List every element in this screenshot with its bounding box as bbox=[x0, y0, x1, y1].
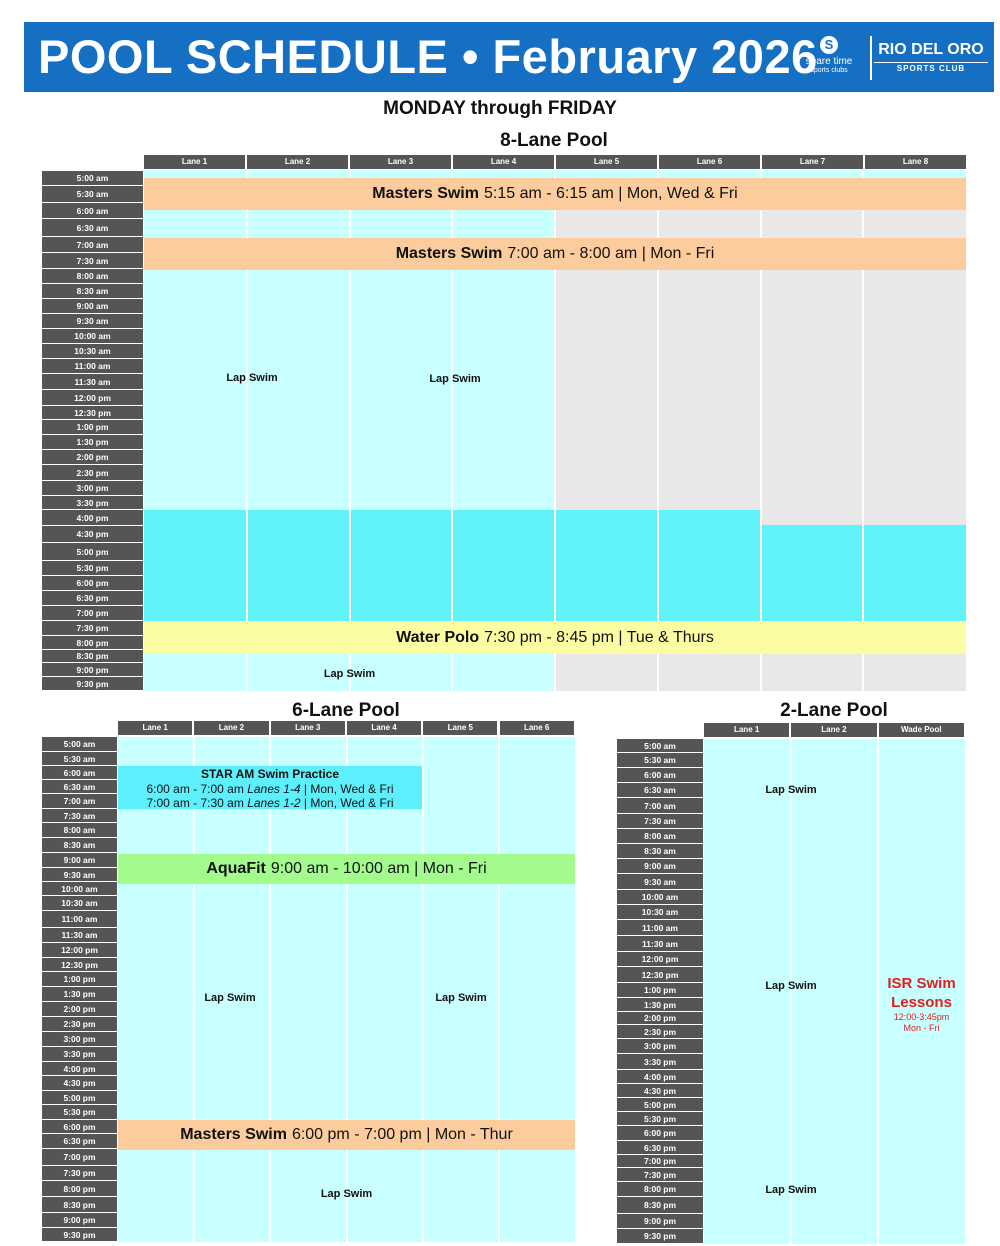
time-slot: 7:00 pm bbox=[42, 606, 143, 621]
pool6-title: 6-Lane Pool bbox=[292, 700, 400, 721]
event-name: STAR AM Swim Practice bbox=[200, 767, 340, 781]
time-slot: 9:30 am bbox=[42, 868, 117, 882]
pool6-lap-swim-label: Lap Swim bbox=[435, 992, 487, 1004]
event-detail-line2 bbox=[118, 796, 422, 811]
lane-header: Lane 6 bbox=[659, 155, 762, 169]
time-slot: 7:30 am bbox=[617, 814, 703, 829]
event-detail: 7:30 pm - 8:45 pm | Tue & Thurs bbox=[484, 628, 714, 646]
pool8-lap-swim-label: Lap Swim bbox=[323, 668, 376, 680]
rio-del-oro-logo-line2: SPORTS CLUB bbox=[896, 64, 966, 73]
event-name: Masters Swim bbox=[395, 245, 503, 262]
time-slot: 6:30 pm bbox=[617, 1141, 703, 1155]
time-slot: 3:30 pm bbox=[42, 1047, 117, 1062]
time-slot: 11:00 am bbox=[617, 920, 703, 936]
time-slot: 9:00 pm bbox=[42, 1213, 117, 1228]
time-slot: 7:30 pm bbox=[42, 621, 143, 636]
lane-divider bbox=[346, 737, 348, 1242]
lane-header: Lane 3 bbox=[271, 721, 347, 735]
time-slot: 1:00 pm bbox=[42, 420, 143, 435]
time-slot: 3:00 pm bbox=[42, 1032, 117, 1047]
event-days: | Mon, Wed & Fri bbox=[303, 781, 394, 796]
time-slot: 2:30 pm bbox=[42, 1017, 117, 1032]
time-slot: 9:00 pm bbox=[42, 663, 143, 677]
event-detail: 9:00 am - 10:00 am | Mon - Fri bbox=[270, 860, 487, 877]
time-slot: 11:00 am bbox=[42, 911, 117, 928]
time-slot: 8:30 am bbox=[617, 844, 703, 859]
lane-header: Lane 3 bbox=[350, 155, 453, 169]
time-slot: 12:00 pm bbox=[42, 943, 117, 958]
pool6-lap-swim-label: Lap Swim bbox=[204, 992, 256, 1004]
pool2-lap-swim-label: Lap Swim bbox=[765, 784, 817, 796]
pool8-title: 8-Lane Pool bbox=[500, 130, 608, 151]
lane-header: Lane 5 bbox=[556, 155, 659, 169]
time-slot: 7:30 pm bbox=[42, 1166, 117, 1181]
time-slot: 5:30 am bbox=[617, 753, 703, 768]
pool6-lap-swim-label: Lap Swim bbox=[320, 1188, 373, 1200]
time-slot: 12:30 pm bbox=[42, 406, 143, 420]
event-time: 6:00 am - 7:00 am bbox=[146, 781, 244, 796]
time-slot: 1:30 pm bbox=[42, 435, 143, 450]
time-slot: 10:00 am bbox=[617, 890, 703, 905]
time-slot: 8:00 am bbox=[617, 829, 703, 844]
time-slot: 7:00 am bbox=[42, 237, 143, 253]
time-slot: 4:30 pm bbox=[42, 526, 143, 543]
time-slot: 8:30 pm bbox=[42, 1197, 117, 1213]
time-slot: 5:00 am bbox=[42, 171, 143, 186]
event-detail: 5:15 am - 6:15 am | Mon, Wed & Fri bbox=[483, 185, 738, 202]
time-slot: 2:00 pm bbox=[42, 450, 143, 465]
time-slot: 7:00 am bbox=[617, 798, 703, 814]
pool2-lap-swim-label: Lap Swim bbox=[765, 980, 817, 992]
time-slot: 6:30 pm bbox=[42, 591, 143, 606]
time-slot: 5:30 am bbox=[42, 186, 143, 203]
time-slot: 2:00 pm bbox=[42, 1002, 117, 1017]
time-slot: 2:30 pm bbox=[42, 465, 143, 481]
time-slot: 5:00 am bbox=[617, 739, 703, 753]
time-slot: 10:00 am bbox=[42, 882, 117, 896]
lane-header: Lane 4 bbox=[453, 155, 556, 169]
event-detail-line1 bbox=[118, 782, 422, 797]
time-slot: 5:30 pm bbox=[42, 561, 143, 576]
time-slot: 5:00 am bbox=[42, 737, 117, 752]
time-slot: 12:30 pm bbox=[42, 958, 117, 972]
time-slot: 9:30 am bbox=[42, 314, 143, 329]
time-slot: 7:30 am bbox=[42, 253, 143, 269]
time-slot: 5:30 pm bbox=[617, 1112, 703, 1126]
time-slot: 6:00 am bbox=[42, 766, 117, 780]
time-slot: 10:00 am bbox=[42, 329, 143, 344]
time-slot: 5:30 pm bbox=[42, 1105, 117, 1120]
time-slot: 12:00 pm bbox=[42, 390, 143, 406]
time-slot: 5:30 am bbox=[42, 752, 117, 766]
pool6-masters-swim bbox=[118, 1120, 575, 1150]
isr-title-line1: ISR Swim bbox=[887, 975, 956, 992]
time-slot: 7:00 pm bbox=[617, 1155, 703, 1168]
header-banner bbox=[24, 22, 994, 92]
time-slot: 1:00 pm bbox=[617, 983, 703, 998]
time-slot: 9:30 am bbox=[617, 874, 703, 890]
rio-del-oro-logo-line1: RIO DEL ORO bbox=[874, 40, 988, 63]
time-slot: 8:00 pm bbox=[42, 636, 143, 650]
time-slot: 8:00 am bbox=[42, 269, 143, 284]
time-slot: 3:00 pm bbox=[617, 1039, 703, 1054]
time-slot: 6:00 am bbox=[42, 203, 143, 219]
lane-header: Lane 4 bbox=[347, 721, 423, 735]
time-slot: 12:00 pm bbox=[617, 952, 703, 967]
time-slot: 4:30 pm bbox=[42, 1076, 117, 1091]
lane-header: Lane 7 bbox=[762, 155, 865, 169]
event-name: Masters Swim bbox=[372, 185, 479, 202]
logo-divider bbox=[870, 36, 872, 80]
time-slot: 8:30 pm bbox=[42, 650, 143, 663]
time-slot: 8:30 am bbox=[42, 838, 117, 853]
pool8-lap-swim-label: Lap Swim bbox=[226, 372, 278, 384]
time-slot: 8:00 pm bbox=[42, 1181, 117, 1197]
time-slot: 8:30 pm bbox=[617, 1197, 703, 1214]
page-title: POOL SCHEDULE • February 2026 bbox=[38, 30, 818, 83]
time-slot: 6:30 am bbox=[42, 780, 117, 794]
time-slot: 11:00 am bbox=[42, 359, 143, 374]
isr-time: 12:00-3:45pm bbox=[893, 1012, 950, 1022]
spare-time-logo bbox=[794, 36, 864, 75]
time-slot: 9:00 am bbox=[42, 299, 143, 314]
time-slot: 8:00 am bbox=[42, 823, 117, 838]
time-slot: 3:30 pm bbox=[617, 1054, 703, 1070]
event-lanes: Lanes 1-2 bbox=[247, 796, 301, 810]
time-slot: 2:00 pm bbox=[617, 1012, 703, 1025]
time-slot: 9:30 pm bbox=[42, 677, 143, 691]
time-slot: 6:30 am bbox=[42, 219, 143, 237]
time-slot: 2:30 pm bbox=[617, 1025, 703, 1039]
time-slot: 12:30 pm bbox=[617, 967, 703, 983]
time-slot: 6:30 pm bbox=[42, 1134, 117, 1149]
pool8-water-polo bbox=[144, 621, 966, 654]
time-slot: 9:00 am bbox=[42, 853, 117, 868]
time-slot: 1:30 pm bbox=[617, 998, 703, 1012]
time-slot: 11:30 am bbox=[42, 928, 117, 943]
time-slot: 8:00 pm bbox=[617, 1182, 703, 1197]
event-name: AquaFit bbox=[206, 860, 266, 877]
event-lanes: Lanes 1-4 bbox=[247, 781, 301, 796]
isr-title-line2: Lessons bbox=[891, 994, 952, 1011]
rio-del-oro-logo bbox=[874, 40, 988, 75]
lane-header: Lane 5 bbox=[423, 721, 499, 735]
time-slot: 1:00 pm bbox=[42, 972, 117, 987]
spare-time-logo-line2: sports clubs bbox=[810, 67, 848, 74]
time-slot: 9:00 am bbox=[617, 859, 703, 874]
event-name: Water Polo bbox=[396, 628, 480, 646]
time-slot: 4:00 pm bbox=[42, 1062, 117, 1076]
time-slot: 6:00 pm bbox=[42, 576, 143, 591]
isr-days: Mon - Fri bbox=[903, 1023, 940, 1033]
spare-time-logo-line1: spare time bbox=[805, 56, 853, 67]
lane-header: Lane 6 bbox=[500, 721, 576, 735]
time-slot: 10:30 am bbox=[42, 344, 143, 359]
event-detail: 7:00 am - 8:00 am | Mon - Fri bbox=[507, 245, 715, 262]
time-slot: 5:00 pm bbox=[42, 1091, 117, 1105]
event-detail: 6:00 pm - 7:00 pm | Mon - Thur bbox=[291, 1126, 513, 1143]
time-slot: 9:30 pm bbox=[617, 1229, 703, 1244]
time-slot: 7:30 am bbox=[42, 809, 117, 823]
pool2-lap-swim-label: Lap Swim bbox=[765, 1184, 817, 1196]
time-slot: 3:00 pm bbox=[42, 481, 143, 496]
time-slot: 10:30 am bbox=[42, 896, 117, 911]
time-slot: 8:30 am bbox=[42, 284, 143, 299]
time-slot: 10:30 am bbox=[617, 905, 703, 920]
lane-header: Lane 1 bbox=[118, 721, 194, 735]
time-slot: 3:30 pm bbox=[42, 496, 143, 510]
pool8-masters-swim bbox=[144, 238, 966, 270]
time-slot: 7:30 pm bbox=[617, 1168, 703, 1182]
time-slot: 9:30 pm bbox=[42, 1228, 117, 1242]
lane-header: Lane 1 bbox=[144, 155, 247, 169]
time-slot: 1:30 pm bbox=[42, 987, 117, 1002]
pool2-title: 2-Lane Pool bbox=[780, 700, 888, 721]
time-slot: 4:30 pm bbox=[617, 1084, 703, 1098]
time-slot: 5:00 pm bbox=[617, 1098, 703, 1112]
time-slot: 4:00 pm bbox=[42, 510, 143, 526]
time-slot: 6:00 pm bbox=[42, 1120, 117, 1134]
time-slot: 11:30 am bbox=[42, 374, 143, 390]
lane-header: Lane 1 bbox=[704, 723, 791, 737]
time-slot: 7:00 am bbox=[42, 794, 117, 809]
lane-header: Lane 2 bbox=[247, 155, 350, 169]
event-time: 7:00 am - 7:30 am bbox=[146, 796, 244, 810]
lane-header: Lane 2 bbox=[194, 721, 270, 735]
time-slot: 9:00 pm bbox=[617, 1214, 703, 1229]
pool8-lap-swim-label: Lap Swim bbox=[429, 373, 481, 385]
pool8-masters-swim-morning bbox=[144, 178, 966, 210]
pool2-isr-swim-lessons bbox=[878, 974, 965, 1034]
time-slot: 5:00 pm bbox=[42, 543, 143, 561]
lane-header: Wade Pool bbox=[879, 723, 966, 737]
spare-time-logo-icon: S bbox=[820, 36, 838, 54]
time-slot: 7:00 pm bbox=[42, 1149, 117, 1166]
time-slot: 6:30 am bbox=[617, 783, 703, 798]
days-heading: MONDAY through FRIDAY bbox=[383, 98, 617, 119]
pool6-aquafit bbox=[118, 854, 575, 884]
event-name: Masters Swim bbox=[180, 1126, 287, 1143]
lane-header: Lane 2 bbox=[791, 723, 878, 737]
lane-header: Lane 8 bbox=[865, 155, 968, 169]
pool6-star-swim-practice bbox=[118, 766, 422, 809]
event-days: | Mon, Wed & Fri bbox=[303, 796, 394, 810]
time-slot: 11:30 am bbox=[617, 936, 703, 952]
time-slot: 6:00 am bbox=[617, 768, 703, 783]
time-slot: 6:00 pm bbox=[617, 1126, 703, 1141]
time-slot: 4:00 pm bbox=[617, 1070, 703, 1084]
